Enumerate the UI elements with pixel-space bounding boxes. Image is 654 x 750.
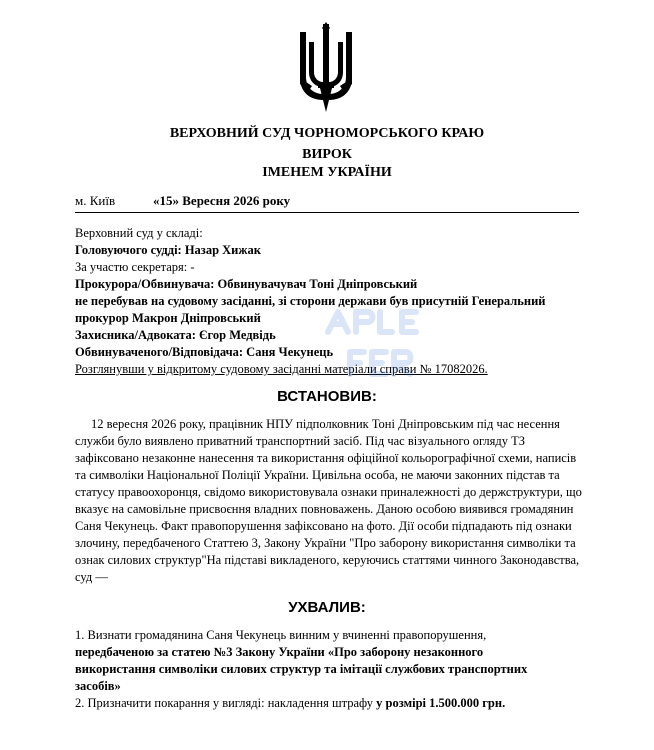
defender: Захисника/Адвоката: Єгор Медвідь <box>75 328 276 342</box>
document-type: ВИРОК <box>302 147 352 162</box>
in-name-of-ukraine: ІМЕНЕМ УКРАЇНИ <box>262 165 392 180</box>
accused: Обвинуваченого/Відповідача: Саня Чекунець <box>75 345 334 359</box>
decision-item-1-line-4: засобів» <box>75 679 121 693</box>
presiding-judge: Головуючого судді: Назар Хижак <box>75 243 261 257</box>
prosecutor-note-2: прокурор Макрон Дніпровський <box>75 311 261 325</box>
decision-item-1 <box>75 627 585 695</box>
trident-icon <box>296 22 356 112</box>
secretary: За участю секретаря: - <box>75 260 195 274</box>
fine-amount: у розмірі 1.500.000 грн. <box>376 696 506 710</box>
established-text: 12 вересня 2026 року, працівник НПУ підполковник Тоні Дніпровським під час несення служби було виявлено приватний транспортний засіб. Під час візуального огляду ТЗ зафіксовано незаконне нанесення та використання офіційної кольорографічної схеми, написів та символіки Національної Поліції України. Цивільна особа, не маючи законних підстав та статусу правоохоронця, свідомо використовувала ознаки приналежності до держструктури, що вказує на самовільне присвоєння владних повноважень. Даною особою виявився громадянин Саня Чекунець. Факт правопорушення зафіксовано на фото. Дії особи підпадають під ознаки злочину, передбаченого Статтею 3, Закону України "Про заборону використання символіки та ознак силових структур"На підставі викладеного, керуючись статтями чинного Законодавства, суд — <box>75 417 582 584</box>
established-heading: ВСТАНОВИВ: <box>277 388 377 405</box>
court-title: ВЕРХОВНИЙ СУД ЧОРНОМОРСЬКОГО КРАЮ <box>169 126 485 141</box>
verdict-date: «15» Вересня 2026 року <box>153 193 291 208</box>
decision-item-2 <box>75 695 585 712</box>
prosecutor: Прокурора/Обвинувача: Обвинувачувач Тоні Дніпровський <box>75 277 418 291</box>
city: м. Київ <box>75 193 116 208</box>
place-date-line <box>75 192 579 210</box>
decision-item-1-line-2: передбаченою за статею №3 Закону України «Про заборону незаконного <box>75 645 484 659</box>
stamp-watermark-icon <box>320 302 440 392</box>
decision-item-1-line-3: використання символіки силових структур та імітації службових транспортних <box>75 662 528 676</box>
court-composition: Верховний суд у складі: <box>75 226 203 240</box>
case-reference: Розглянувши у відкритому судовому засіданні матеріали справи № 17082026. <box>75 362 488 376</box>
header-divider <box>75 212 579 213</box>
prosecutor-note-1: не перебував на судовому засіданні, зі сторони держави був присутній Генеральний <box>75 294 546 308</box>
decision-item-2-text: 2. Призначити покарання у вигляді: накладення штрафу <box>75 696 377 710</box>
decision-item-1-line-1: 1. Визнати громадянина Саня Чекунець винним у вчиненні правопорушення, <box>75 628 487 642</box>
decided-heading: УХВАЛИВ: <box>288 599 366 616</box>
